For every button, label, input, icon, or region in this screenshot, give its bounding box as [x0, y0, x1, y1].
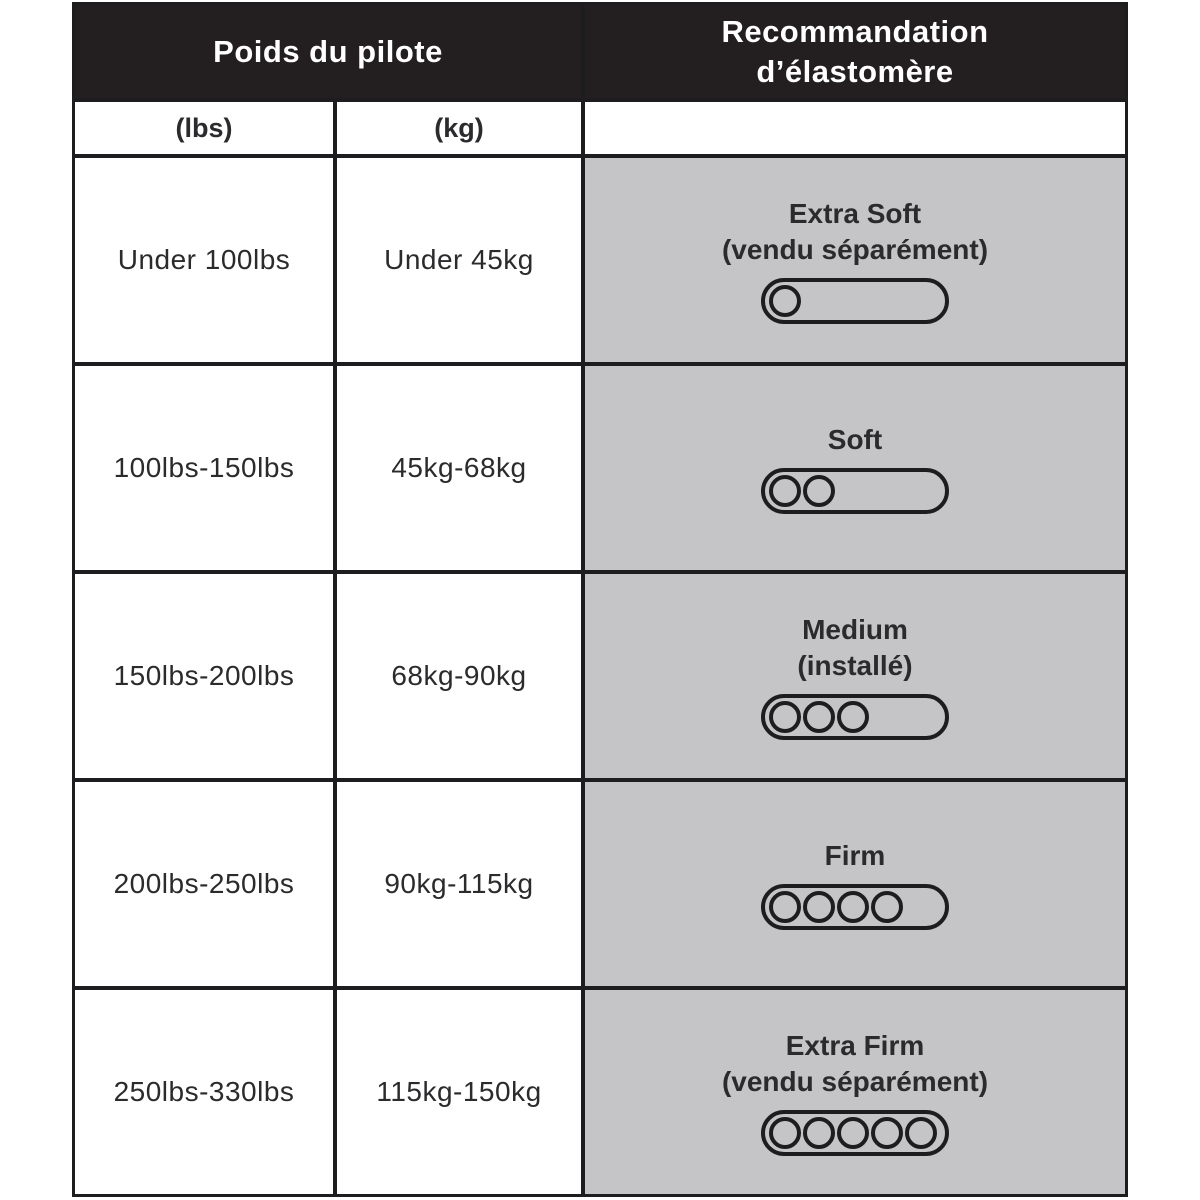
weight-lbs-cell [75, 782, 333, 986]
weight-kg-value: Under 45kg [384, 244, 534, 275]
table-subheader-row [75, 102, 1125, 154]
table-header-row [75, 5, 1125, 98]
weight-lbs-cell [75, 990, 333, 1194]
weight-lbs-value: 200lbs-250lbs [113, 868, 295, 899]
header-cell-rider-weight [75, 5, 581, 98]
weight-lbs-value: 250lbs-330lbs [113, 1076, 295, 1107]
weight-lbs-cell [75, 366, 333, 570]
elastomer-dot-icon [837, 1117, 869, 1149]
header-cell-recommendation [585, 5, 1125, 98]
elastomer-pill-icon [761, 694, 949, 740]
elastomer-dot-icon [803, 701, 835, 733]
recommendation-cell [585, 782, 1125, 986]
recommendation-title-line2: d’élastomère [756, 53, 954, 89]
recommendation-name: Extra Soft [788, 197, 922, 229]
elastomer-dot-icon [803, 475, 835, 507]
subheader-cell-lbs [75, 102, 333, 154]
weight-kg-cell [337, 158, 581, 362]
recommendation-cell [585, 366, 1125, 570]
elastomer-dot-icon [769, 701, 801, 733]
weight-kg-cell [337, 782, 581, 986]
elastomer-recommendation-table [72, 2, 1128, 1197]
recommendation-cell [585, 574, 1125, 778]
elastomer-dot-icon [769, 475, 801, 507]
subheader-cell-empty [585, 102, 1125, 154]
weight-lbs-value: 100lbs-150lbs [113, 452, 295, 483]
elastomer-dot-icon [871, 1117, 903, 1149]
table-row [75, 782, 1125, 986]
elastomer-pill-icon [761, 1110, 949, 1156]
weight-kg-cell [337, 574, 581, 778]
recommendation-note: (vendu séparément) [721, 234, 989, 265]
weight-lbs-cell [75, 158, 333, 362]
elastomer-pill-icon [761, 468, 949, 514]
elastomer-dot-icon [905, 1117, 937, 1149]
elastomer-pill-icon [761, 278, 949, 324]
recommendation-cell [585, 990, 1125, 1194]
recommendation-cell [585, 158, 1125, 362]
recommendation-name: Firm [824, 839, 886, 871]
weight-kg-value: 68kg-90kg [391, 660, 527, 691]
weight-kg-cell [337, 990, 581, 1194]
recommendation-name: Soft [827, 423, 883, 455]
elastomer-dot-icon [837, 701, 869, 733]
elastomer-dot-icon [837, 891, 869, 923]
recommendation-note: (vendu séparément) [721, 1066, 989, 1097]
subheader-cell-kg [337, 102, 581, 154]
table-row [75, 366, 1125, 570]
table-body [75, 158, 1125, 1194]
elastomer-dot-icon [769, 1117, 801, 1149]
table-row [75, 574, 1125, 778]
recommendation-name: Extra Firm [785, 1029, 925, 1061]
weight-lbs-value: Under 100lbs [117, 244, 291, 275]
rider-weight-title: Poids du pilote [213, 33, 443, 69]
weight-kg-value: 90kg-115kg [384, 868, 534, 899]
elastomer-dot-icon [871, 891, 903, 923]
recommendation-name: Medium [802, 613, 908, 645]
weight-kg-value: 45kg-68kg [391, 452, 527, 483]
recommendation-title-line1: Recommandation [721, 13, 989, 49]
kg-unit-label: (kg) [434, 112, 484, 143]
elastomer-dot-icon [769, 891, 801, 923]
recommendation-note: (installé) [797, 650, 913, 681]
lbs-unit-label: (lbs) [175, 112, 233, 143]
table-row [75, 990, 1125, 1194]
elastomer-dot-icon [803, 1117, 835, 1149]
weight-kg-cell [337, 366, 581, 570]
table-row [75, 158, 1125, 362]
elastomer-dot-icon [803, 891, 835, 923]
weight-lbs-cell [75, 574, 333, 778]
weight-lbs-value: 150lbs-200lbs [113, 660, 295, 691]
elastomer-pill-icon [761, 884, 949, 930]
weight-kg-value: 115kg-150kg [376, 1076, 542, 1107]
elastomer-dot-icon [769, 285, 801, 317]
